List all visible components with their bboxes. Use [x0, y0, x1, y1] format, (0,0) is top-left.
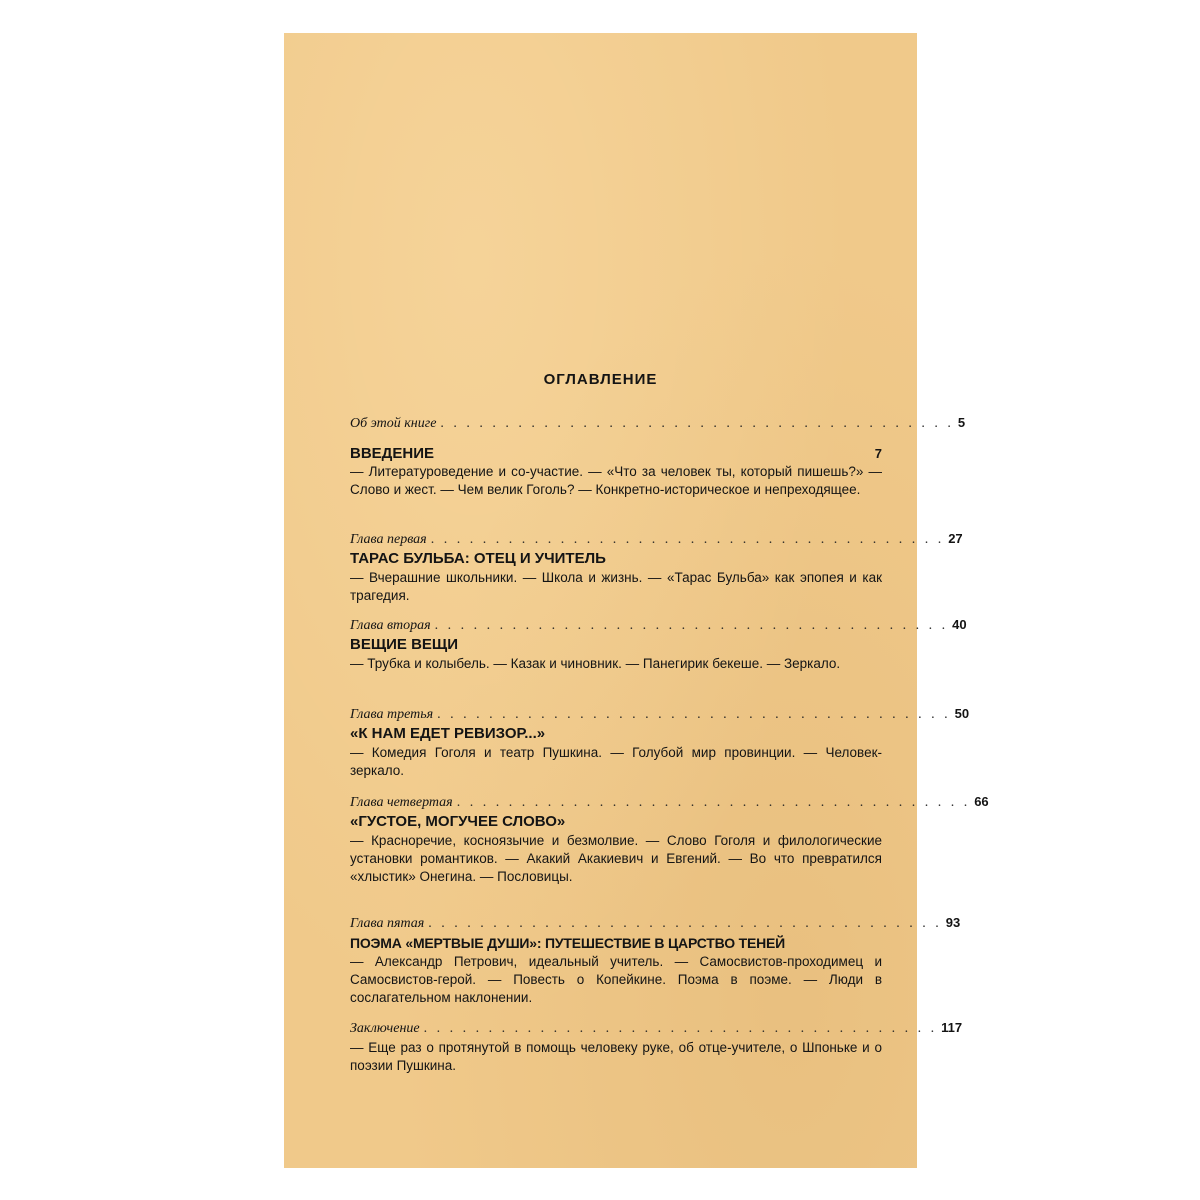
entry-heading: «ГУСТОЕ, МОГУЧЕЕ СЛОВО» [350, 813, 566, 830]
entry-label: Глава четвертая [350, 795, 453, 810]
entry-heading: ПОЭМА «МЕРТВЫЕ ДУШИ»: ПУТЕШЕСТВИЕ В ЦАРСТВО ТЕНЕЙ [350, 935, 785, 951]
entry-label: Глава вторая [350, 618, 431, 633]
page-number: 50 [954, 706, 970, 721]
dot-leader: . . . . . . . . . . . . . . . . . . . . . . . . . . . . . . . . . . . . . . . . [434, 618, 949, 633]
entry-description: — Вчерашние школьники. — Школа и жизнь. — «Тарас Бульба» как эпопея и как трагедия. [350, 570, 882, 603]
page-number: 66 [974, 794, 989, 809]
page-number: 5 [957, 415, 966, 430]
page-number: 7 [874, 446, 882, 461]
toc-entry-about-book[interactable] [350, 415, 966, 433]
entry-label: Глава пятая [350, 916, 425, 931]
dot-leader: . . . . . . . . . . . . . . . . . . . . . . . . . . . . . . . . . . . . . . . . [430, 532, 945, 547]
toc-entry-chapter-4[interactable] [350, 794, 989, 886]
entry-description: — Трубка и колыбель. — Казак и чиновник. — Панегирик бекеше. — Зеркало. [350, 656, 841, 671]
dot-leader: . . . . . . . . . . . . . . . . . . . . . . . . . . . . . . . . . . . . . . . . [437, 707, 951, 722]
page-number: 40 [952, 617, 967, 632]
toc-entry-chapter-2[interactable] [350, 617, 967, 673]
entry-label: Об этой книге [350, 416, 437, 431]
toc-entry-conclusion[interactable] [350, 1020, 963, 1075]
entry-label: Заключение [350, 1021, 420, 1036]
entry-heading: ТАРАС БУЛЬБА: ОТЕЦ И УЧИТЕЛЬ [350, 550, 606, 567]
entry-heading: ВЕЩИЕ ВЕЩИ [350, 636, 458, 653]
entry-description: — Комедия Гоголя и театр Пушкина. — Голубой мир провинции. — Человек-зеркало. [350, 745, 882, 778]
toc-entry-introduction[interactable] [350, 444, 882, 499]
entry-description: — Красноречие, косноязычие и безмолвие. — Слово Гоголя и филологические установки романтиков. — Акакий Акакиевич и Евгений. — Во что превратился «хлыстик» Онегина. — Пословицы. [350, 833, 882, 884]
page-number: 117 [941, 1020, 963, 1035]
toc-entry-chapter-1[interactable] [350, 531, 963, 605]
book-page [284, 33, 989, 1168]
page-title: ОГЛАВЛЕНИЕ [543, 371, 658, 388]
dot-leader: . . . . . . . . . . . . . . . . . . . . . . . . . . . . . . . . . . . . . . . . [456, 795, 971, 810]
entry-heading: ВВЕДЕНИЕ [350, 445, 434, 462]
dot-leader: . . . . . . . . . . . . . . . . . . . . . . . . . . . . . . . . . . . . . . . . [428, 916, 942, 931]
entry-description: — Литературоведение и со-участие. — «Что за человек ты, который пишешь?» — Слово и жест. — Чем велик Гоголь? — Конкретно-историческое и непреходящее. [350, 464, 882, 497]
entry-label: Глава третья [350, 707, 434, 722]
page-number: 27 [948, 531, 963, 546]
entry-description: — Еще раз о протянутой в помощь человеку руке, об отце-учителе, о Шпоньке и о поэзии Пушкина. [350, 1040, 882, 1073]
dot-leader: . . . . . . . . . . . . . . . . . . . . . . . . . . . . . . . . . . . . . . . . [423, 1021, 938, 1036]
entry-heading: «К НАМ ЕДЕТ РЕВИЗОР...» [350, 725, 546, 742]
page-number: 93 [945, 915, 961, 930]
toc-entry-chapter-5[interactable] [350, 915, 961, 1007]
entry-description: — Александр Петрович, идеальный учитель. — Самосвистов-проходимец и Самосвистов-герой. — Повесть о Копейкине. Поэма в поэме. — Люди в сослагательном наклонении. [350, 954, 882, 1005]
toc-entry-chapter-3[interactable] [350, 706, 970, 780]
dot-leader: . . . . . . . . . . . . . . . . . . . . . . . . . . . . . . . . . . . . . . . . [440, 416, 954, 431]
entry-label: Глава первая [350, 532, 427, 547]
